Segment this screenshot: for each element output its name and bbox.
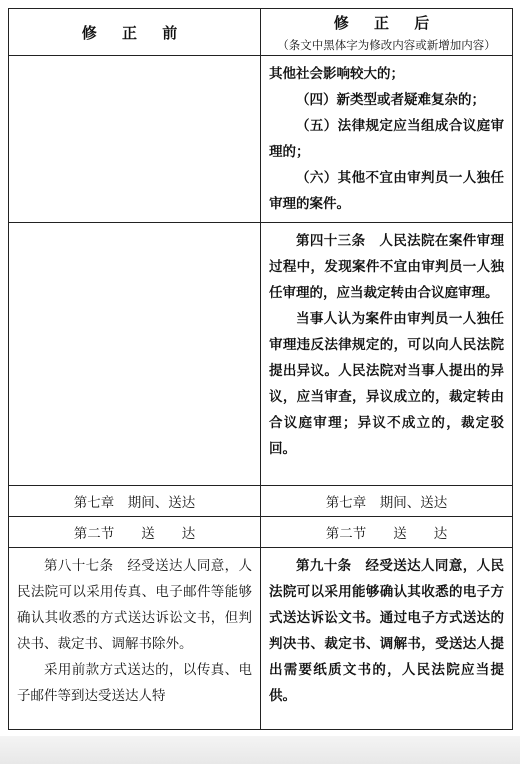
empty-cell — [9, 56, 261, 223]
section-row — [9, 517, 513, 548]
revised-cell — [261, 548, 513, 730]
revised-line: （五）法律规定应当组成合议庭审理的； — [269, 118, 504, 160]
chapter-row — [9, 486, 513, 517]
article-paragraph: 采用前款方式送达的，以传真、电子邮件等到达受送达人特 — [17, 662, 252, 704]
header-after — [261, 9, 513, 56]
revised-line: （六）其他不宜由审判员一人独任审理的案件。 — [269, 170, 504, 212]
original-cell — [9, 548, 261, 730]
empty-cell — [9, 223, 261, 486]
header-after-title: 修 正 后 — [333, 13, 440, 32]
section-title-before: 第二节 送 达 — [9, 517, 261, 548]
article-number: 第九十条 — [296, 558, 352, 574]
article-text: 经受送达人同意，人民法院可以采用能够确认其收悉的电子方式送达诉讼文书。通过电子方式送达的判决书、裁定书、调解书，受送达人提出需要纸质文书的，人民法院应当提供。 — [269, 558, 505, 704]
chapter-title-after: 第七章 期间、送达 — [261, 486, 513, 517]
revised-line: 其他社会影响较大的； — [269, 66, 404, 82]
bottom-bar — [0, 736, 520, 764]
header-after-note: （条文中黑体字为修改内容或新增加内容） — [277, 37, 496, 52]
section-title-after: 第二节 送 达 — [261, 517, 513, 548]
comparison-table — [8, 8, 513, 730]
header-before: 修 正 前 — [9, 9, 261, 56]
revised-line: （四）新类型或者疑难复杂的； — [296, 92, 485, 108]
document-page — [8, 8, 512, 720]
table-row — [9, 56, 513, 223]
table-row — [9, 548, 513, 730]
revised-cell — [261, 223, 513, 486]
header-row — [9, 9, 513, 56]
article-paragraph: 当事人认为案件由审判员一人独任审理违反法律规定的，可以向人民法院提出异议。人民法院对当事人提出的异议，应当审查，异议成立的，裁定转由合议庭审理；异议不成立的，裁定驳回。 — [269, 311, 504, 457]
revised-cell — [261, 56, 513, 223]
article-paragraph: 第四十三条 人民法院在案件审理过程中，发现案件不宜由审判员一人独任审理的，应当裁定转由合议庭审理。 — [269, 233, 504, 301]
chapter-title-before: 第七章 期间、送达 — [9, 486, 261, 517]
table-row — [9, 223, 513, 486]
article-paragraph: 第八十七条 经受送达人同意，人民法院可以采用传真、电子邮件等能够确认其收悉的方式送达诉讼文书，但判决书、裁定书、调解书除外。 — [17, 558, 252, 652]
article-paragraph — [269, 553, 504, 709]
